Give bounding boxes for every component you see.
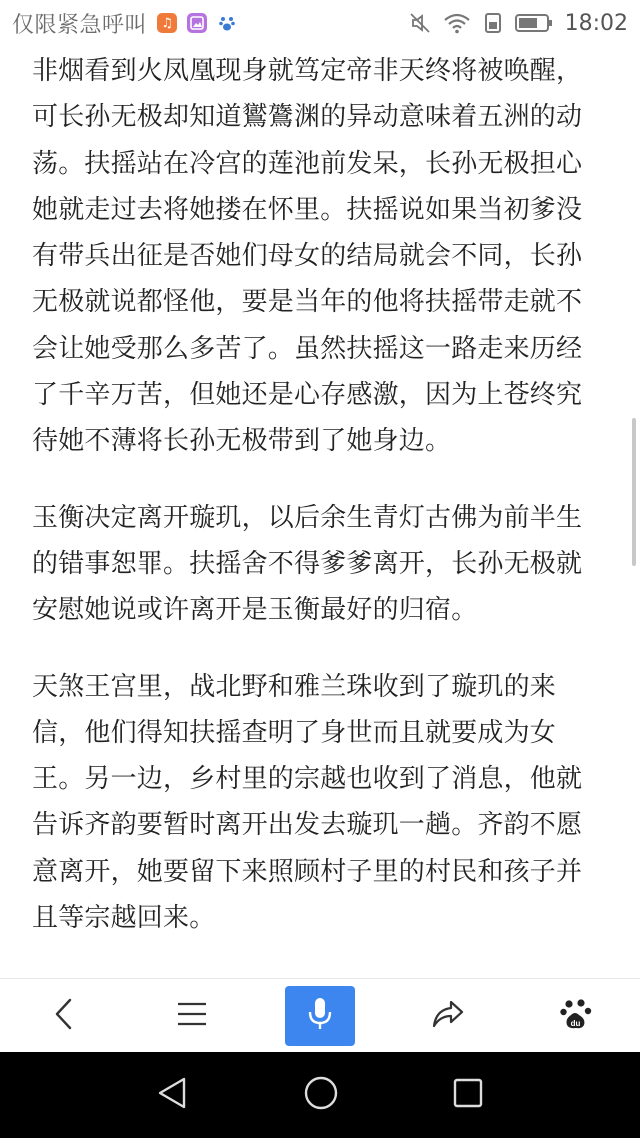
article-paragraph: 天煞王宫里，战北野和雅兰珠收到了璇玑的来信，他们得知扶摇查明了身世而且就要成为女王。另一边，乡村里的宗越也收到了消息，他就告诉齐韵要暂时离开出发去璇玑一趟。齐韵不愿意离开，她要留下来照顾村子里的村民和孩子并且等宗越回来。 [32, 671, 583, 934]
status-indicators [409, 11, 628, 36]
nav-home-icon[interactable] [303, 1075, 339, 1115]
mute-icon [409, 12, 431, 34]
back-button[interactable] [0, 979, 128, 1053]
nav-back-icon[interactable] [156, 1075, 190, 1115]
share-button[interactable] [384, 979, 512, 1053]
article-paragraph: 玉衡决定离开璇玑，以后余生青灯古佛为前半生的错事恕罪。扶摇舍不得爹爹离开，长孙无极就安慰她说或许离开是玉衡最好的归宿。 [32, 502, 583, 626]
clock: 18:02 [564, 10, 628, 36]
music-app-icon: ♫ [157, 13, 177, 33]
sim-icon [483, 12, 503, 34]
share-icon [431, 999, 465, 1033]
wifi-icon [443, 12, 471, 34]
carrier-text: 仅限紧急呼叫 [12, 12, 148, 38]
menu-icon [176, 1000, 208, 1032]
scrollbar-thumb[interactable] [632, 418, 636, 566]
baidu-icon [559, 997, 593, 1035]
back-icon [52, 997, 76, 1035]
gallery-app-icon [187, 13, 207, 33]
system-navigation-bar [0, 1052, 640, 1138]
article-body [32, 46, 592, 976]
menu-button[interactable] [128, 979, 256, 1053]
notification-icons [157, 13, 237, 33]
battery-icon [515, 13, 553, 33]
baidu-paw-icon [217, 13, 237, 33]
nav-recents-icon[interactable] [452, 1077, 484, 1113]
article-paragraph: 非烟看到火凤凰现身就笃定帝非天终将被唤醒，可长孙无极却知道鸑鷟渊的异动意味着五洲的动荡。扶摇站在冷宫的莲池前发呆，长孙无极担心她就走过去将她搂在怀里。扶摇说如果当初爹没有带兵出征是否她们母女的结局就会不同，长孙无极就说都怪他，要是当年的他将扶摇带走就不会让她受那么多苦了。虽然扶摇这一路走来历经了千辛万苦，但她还是心存感激，因为上苍终究待她不薄将长孙无极带到了她身边。 [32, 56, 583, 457]
svg-text:du: du [570, 1018, 581, 1028]
status-bar [0, 0, 640, 46]
bottom-toolbar [0, 978, 640, 1052]
baidu-home-button[interactable] [512, 979, 640, 1053]
voice-search-button-cell [256, 979, 384, 1053]
voice-search-button[interactable] [285, 986, 355, 1046]
microphone-icon [307, 996, 333, 1036]
